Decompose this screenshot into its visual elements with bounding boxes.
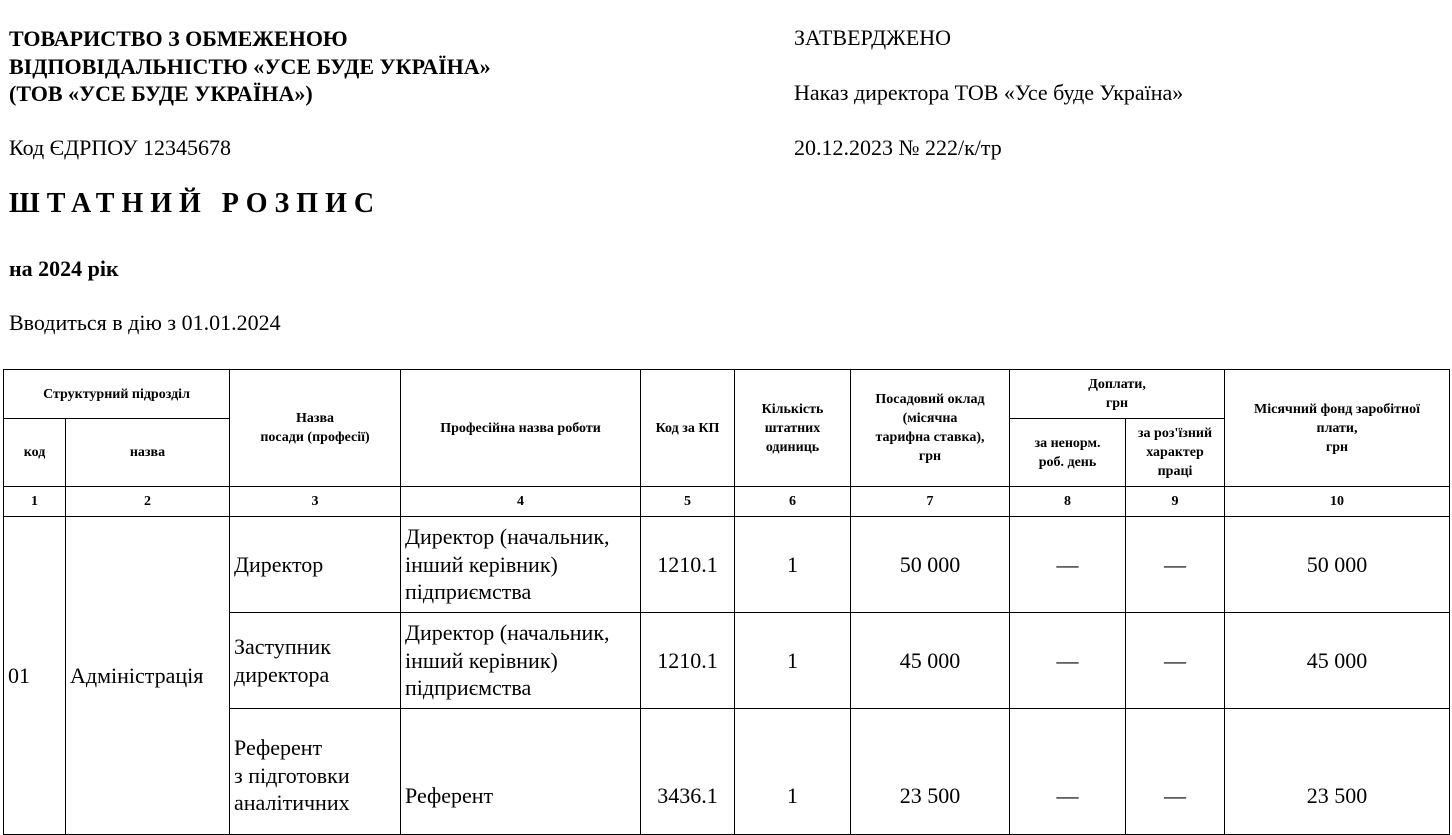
header-professional-name: Професійна назва роботи bbox=[401, 370, 641, 487]
position-line: директора bbox=[234, 661, 330, 687]
column-number: 7 bbox=[851, 487, 1010, 517]
header-position-l1: Назва bbox=[295, 411, 335, 426]
column-number-row bbox=[4, 487, 1450, 517]
header-extras-l1: Доплати, bbox=[1088, 377, 1146, 392]
professional-name-cell bbox=[401, 517, 641, 613]
org-name-line-1: ТОВАРИСТВО З ОБМЕЖЕНОЮ bbox=[9, 26, 348, 51]
kp-code-cell: 1210.1 bbox=[641, 613, 735, 709]
count-cell: 1 bbox=[735, 613, 851, 709]
header-salary bbox=[851, 370, 1010, 487]
effective-date: Вводиться в дію з 01.01.2024 bbox=[9, 310, 281, 335]
column-number: 8 bbox=[1010, 487, 1126, 517]
edrpou-code: Код ЄДРПОУ 12345678 bbox=[9, 135, 232, 160]
kp-code-cell: 1210.1 bbox=[641, 517, 735, 613]
header-salary-l1: Посадовий оклад bbox=[875, 392, 985, 407]
column-number: 9 bbox=[1126, 487, 1225, 517]
extra-irregular-cell: — bbox=[1010, 709, 1126, 835]
document-year: на 2024 рік bbox=[9, 256, 119, 281]
staffing-table bbox=[3, 369, 1450, 835]
monthly-fund-cell: 45 000 bbox=[1225, 613, 1450, 709]
header-position-l2: посади (професії) bbox=[260, 430, 370, 445]
header-kp-code: Код за КП bbox=[641, 370, 735, 487]
position-line: аналітичних bbox=[234, 790, 350, 816]
header-extra-travel-l3: праці bbox=[1157, 464, 1193, 479]
header-structural-unit: Структурний підрозділ bbox=[4, 370, 230, 419]
count-cell: 1 bbox=[735, 517, 851, 613]
header-extra-irregular bbox=[1010, 419, 1126, 487]
column-number: 3 bbox=[230, 487, 401, 517]
extra-travel-cell: — bbox=[1126, 709, 1225, 835]
position-cell bbox=[230, 613, 401, 709]
header-staff-count bbox=[735, 370, 851, 487]
salary-cell: 23 500 bbox=[851, 709, 1010, 835]
professional-name-cell bbox=[401, 709, 641, 835]
column-number: 1 bbox=[4, 487, 66, 517]
salary-cell: 50 000 bbox=[851, 517, 1010, 613]
kp-code-cell: 3436.1 bbox=[641, 709, 735, 835]
position-line: з підготовки bbox=[234, 762, 350, 788]
position-line: Референт bbox=[234, 735, 323, 761]
position-line: Директор bbox=[234, 551, 324, 577]
approval-order: Наказ директора ТОВ «Усе буде Україна» bbox=[794, 80, 1184, 105]
document-title: ШТАТНИЙ РОЗПИС bbox=[9, 188, 382, 219]
table-row bbox=[4, 517, 1450, 613]
header-monthly-fund bbox=[1225, 370, 1450, 487]
organization-name bbox=[9, 25, 491, 108]
unit-name-cell: Адміністрація bbox=[66, 517, 230, 835]
prof-name-line: Директор (начальник, bbox=[405, 620, 610, 646]
extra-travel-cell: — bbox=[1126, 613, 1225, 709]
header-salary-l3: тарифна ставка), bbox=[875, 430, 985, 445]
header-fund-l3: грн bbox=[1325, 439, 1349, 455]
position-cell bbox=[230, 517, 401, 613]
header-count-l2: штатних bbox=[764, 420, 821, 436]
prof-name-line: Директор (начальник, bbox=[405, 524, 610, 550]
monthly-fund-cell: 23 500 bbox=[1225, 709, 1450, 835]
header-fund-l1: Місячний фонд заробітної bbox=[1254, 401, 1420, 417]
header-salary-l2: (місячна bbox=[902, 411, 958, 426]
header-extra-travel-l2: характер bbox=[1146, 445, 1204, 460]
header-extra-irregular-l2: роб. день bbox=[1038, 454, 1097, 470]
prof-name-line: підприємства bbox=[405, 579, 532, 605]
prof-name-line: інший керівник) bbox=[405, 647, 558, 673]
header-extra-travel-l1: за роз'їзний bbox=[1137, 426, 1213, 441]
header-position bbox=[230, 370, 401, 487]
approval-stamp: ЗАТВЕРДЖЕНО bbox=[794, 25, 952, 50]
approval-order-date: 20.12.2023 № 222/к/тр bbox=[794, 135, 1002, 160]
column-number: 6 bbox=[735, 487, 851, 517]
salary-cell: 45 000 bbox=[851, 613, 1010, 709]
header-unit-code: код bbox=[4, 419, 66, 487]
org-name-line-3: (ТОВ «УСЕ БУДЕ УКРАЇНА») bbox=[9, 81, 313, 106]
extra-irregular-cell: — bbox=[1010, 613, 1126, 709]
prof-name-line: Референт bbox=[405, 783, 494, 809]
position-line: Заступник bbox=[234, 634, 331, 659]
table-header-row-1 bbox=[4, 370, 1450, 419]
column-number: 2 bbox=[66, 487, 230, 517]
header-extra-irregular-l1: за ненорм. bbox=[1034, 435, 1101, 451]
header-extra-travel bbox=[1126, 419, 1225, 487]
extra-irregular-cell: — bbox=[1010, 517, 1126, 613]
count-cell: 1 bbox=[735, 709, 851, 835]
position-cell bbox=[230, 709, 401, 835]
header-salary-l4: грн bbox=[918, 449, 942, 464]
header-extras-l2: грн bbox=[1105, 396, 1129, 411]
header-count-l1: Кількість bbox=[761, 401, 824, 417]
header-unit-name: назва bbox=[66, 419, 230, 487]
prof-name-line: інший керівник) bbox=[405, 551, 558, 577]
unit-code-cell: 01 bbox=[4, 517, 66, 835]
prof-name-line: підприємства bbox=[405, 675, 532, 701]
column-number: 4 bbox=[401, 487, 641, 517]
professional-name-cell bbox=[401, 613, 641, 709]
header-extras bbox=[1010, 370, 1225, 419]
column-number: 10 bbox=[1225, 487, 1450, 517]
header-fund-l2: плати, bbox=[1316, 420, 1358, 436]
extra-travel-cell: — bbox=[1126, 517, 1225, 613]
header-count-l3: одиниць bbox=[765, 439, 820, 455]
column-number: 5 bbox=[641, 487, 735, 517]
monthly-fund-cell: 50 000 bbox=[1225, 517, 1450, 613]
org-name-line-2: ВІДПОВІДАЛЬНІСТЮ «УСЕ БУДЕ УКРАЇНА» bbox=[9, 53, 491, 79]
